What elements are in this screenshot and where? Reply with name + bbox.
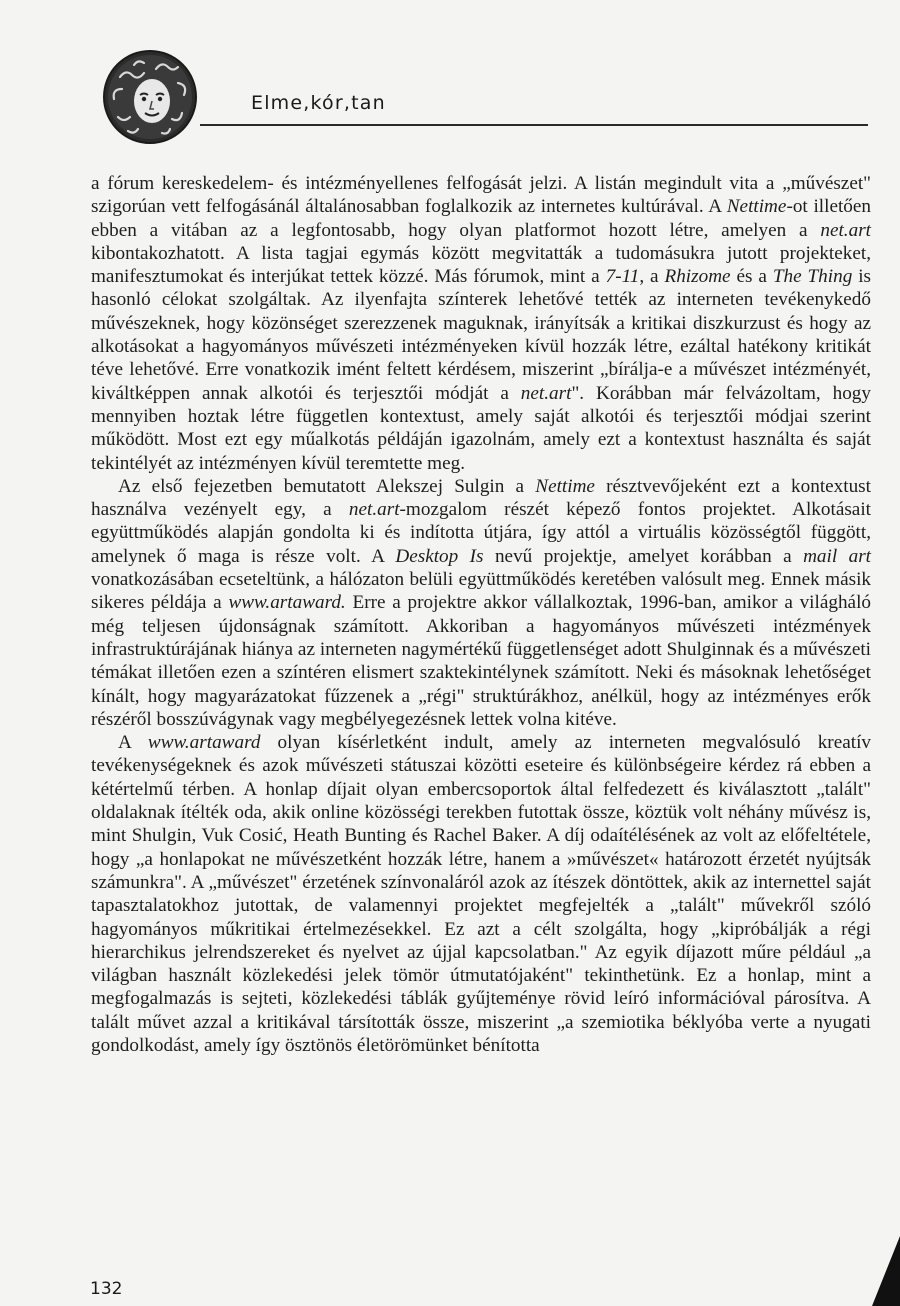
page-number: 132 <box>90 1279 123 1299</box>
italic-term: net.art <box>348 499 400 521</box>
italic-term: net.art <box>520 382 572 404</box>
text-span: is hasonló célokat szolgáltak. Az ilyenfajta színterek lehetővé tették az interneten tevékenykedő művészeknek, hogy közönséget szerezzenek maguknak, irányítsák a kritikai diszkurzust és hogy az alkotásokat a hagyományos művészeti intézményeken kívül hozzák létre, ezáltal hatékony kritikát téve lehetővé. Erre vonatkozik imént feltett kérdésem, miszerint „bírálja-e a művészet intézményét, kiváltképpen annak alkotói és terjesztői módját a <box>91 266 872 404</box>
text-span: Az első fejezetben bemutatott Alekszej Sulgin a <box>118 475 536 497</box>
text-span: résztvevőjeként ezt a kontextust használva vezényelt egy, a <box>91 475 871 521</box>
italic-term: www.artaward <box>147 732 261 754</box>
italic-term: 7-11 <box>605 266 640 288</box>
text-span: Erre a projektre akkor vállalkoztak, 1996-ban, amikor a világháló még teljesen újdonságnak számított. Akkoriban a hagyományos művészeti intézmények infrastruktúrájának hiánya az interneten nagymértékű függetlenséget adott Shulginnak és a művészeti témákat illetően ezen a színtéren elismert szaktekintélynek számított. Neki és másoknak lehetőséget kínált, hogy magyarázatokat fűzzenek a „régi" struktúrákhoz, anélkül, hogy az intézményes erők részéről bosszúvágynak vagy megbélyegezésnek lettek volna kitéve. <box>91 592 871 730</box>
text-span: vonatkozásában ecseteltünk, a hálózaton belüli együttműködés keretében valósult meg. Ennek másik sikeres példája a <box>91 569 871 614</box>
italic-term: Desktop Is <box>395 545 484 567</box>
body-text <box>91 172 871 1057</box>
paragraph-2 <box>91 475 871 731</box>
page-header <box>0 0 900 140</box>
header-rule <box>200 124 868 126</box>
paragraph-3 <box>91 731 871 1057</box>
text-span: A <box>118 732 148 754</box>
paragraph-1 <box>91 172 871 475</box>
italic-term: The Thing <box>772 266 853 288</box>
text-span: , a <box>639 266 665 288</box>
italic-term: net.art <box>820 219 871 241</box>
running-title: Elme,kór,tan <box>251 92 386 114</box>
italic-term: Nettime <box>726 196 787 218</box>
italic-term: www.artaward. <box>228 592 346 614</box>
italic-term: mail art <box>803 545 871 567</box>
text-span: olyan kísérletként indult, amely az interneten megvalósuló kreatív tevékenységeknek és azok művészeti státuszai közötti eseteire és különbségeire kérdez rá ebben a kétértelmű térben. A honlap díjait olyan embercsoportok által felfedezett és kiválasztott „talált" oldalaknak ítélték oda, akik online közösségi terekben futottak össze, köztük volt néhány művész is, mint Shulgin, Vuk Cosić, Heath Bunting és Rachel Baker. A díj odaítélésének az volt az előfeltétele, hogy „a honlapokat ne művészetként hozzák létre, hanem a »művészet« határozott érzetét nyújtsák számunkra". A „művészet" érzetének színvonaláról azok az ítészek döntöttek, akik az internettel saját tapasztalatokhoz jutottak, de valamennyi projektet megfejelték a „talált" művekről szóló hagyományos műkritikai értelmezésekkel. Ez azt a célt szolgálta, hogy „kipróbálják a régi hierarchikus jelrendszereket és nyelvet az újjal kapcsolatban." Az egyik díjazott műre például „a világban használt közlekedési jelek tömör útmutatójaként" tekinthetünk. Ez a honlap, mint a megfogalmazás is sejteti, közlekedési táblák gyűjteménye rövid leíró információval párosítva. A talált művet azzal a kritikával társították össze, miszerint „a szemiotika béklyóba verte a nyugati gondolkodást, amely így ösztönös életörömünket bénította <box>91 732 871 1056</box>
italic-term: Nettime <box>535 475 595 497</box>
page-corner-shadow <box>870 1236 900 1306</box>
text-span: ". Korábban már felvázoltam, hogy mennyiben hoztak létre független kontextust, amely saját alkotói és terjesztői módjai szerint működött. Most ezt egy műalkotás példáján igazolnám, amely ezt a kontextust használta és saját tekintélyét az intézményen kívül teremtette meg. <box>91 382 871 474</box>
text-span: kibontakozhatott. A lista tagjai egymás között megvitatták a tudomásukra jutott projekteket, manifesztumokat és interjúkat tettek közzé. Más fórumok, mint a <box>91 242 871 288</box>
text-span: és a <box>730 266 773 288</box>
text-span: -ot illetően ebben a vitában az a legfontosabb, hogy olyan platformot hozott létre, amelyen a <box>91 196 871 241</box>
italic-term: Rhizome <box>664 266 731 288</box>
text-span: a fórum kereskedelem- és intézményellenes felfogását jelzi. A listán megindult vita a „művészet" szigorúan vett felfogásánál általánosabban foglalkozik az internetes kultúrával. A <box>91 173 871 218</box>
medusa-logo-icon <box>100 47 200 147</box>
text-span: nevű projektje, amelyet korábban a <box>483 545 804 567</box>
text-span: -mozgalom részét képező fontos projektet. Alkotásait együttműködés alapján gondolta ki és indította útjára, így attól a virtuális közösségtől függött, amelynek ő maga is része volt. A <box>91 499 871 567</box>
